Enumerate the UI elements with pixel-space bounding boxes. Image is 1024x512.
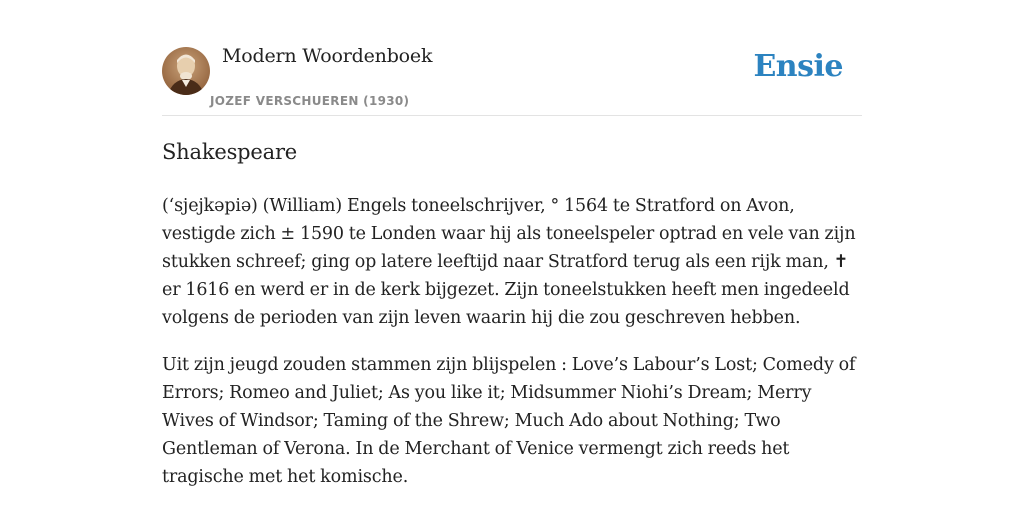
author-avatar xyxy=(162,47,210,95)
entry-definition xyxy=(162,192,866,510)
entry-title: Shakespeare xyxy=(162,140,298,164)
dictionary-author[interactable]: JOZEF VERSCHUEREN (1930) xyxy=(210,94,410,108)
dictionary-title[interactable]: Modern Woordenboek xyxy=(222,45,433,67)
definition-paragraph: Uit zijn jeugd zouden stammen zijn blijspelen : Love’s Labour’s Lost; Comedy of Errors; Romeo and Juliet; As you like it; Midsummer Niohi’s Dream; Merry Wives of Windsor; Taming of the Shrew; Much Ado about Nothing; Two Gentleman of Verona. In de Merchant of Venice vermengt zich reeds het tragische met het komische. xyxy=(162,355,856,487)
dictionary-header xyxy=(162,40,862,116)
definition-paragraph: (‘sjejkəpiə) (William) Engels toneelschrijver, ° 1564 te Stratford on Avon, vestigde zich ± 1590 te Londen waar hij als toneelspeler optrad en vele van zijn stukken schreef; ging op latere leeftijd naar Stratford terug als een rijk man, ✝ er 1616 en werd er in de kerk bijgezet. Zijn toneelstukken heeft men ingedeeld volgens de perioden van zijn leven waarin hij die zou geschreven hebben. xyxy=(162,196,856,328)
ensie-logo-link[interactable]: Ensie xyxy=(753,49,843,84)
author-portrait-icon xyxy=(162,47,210,95)
